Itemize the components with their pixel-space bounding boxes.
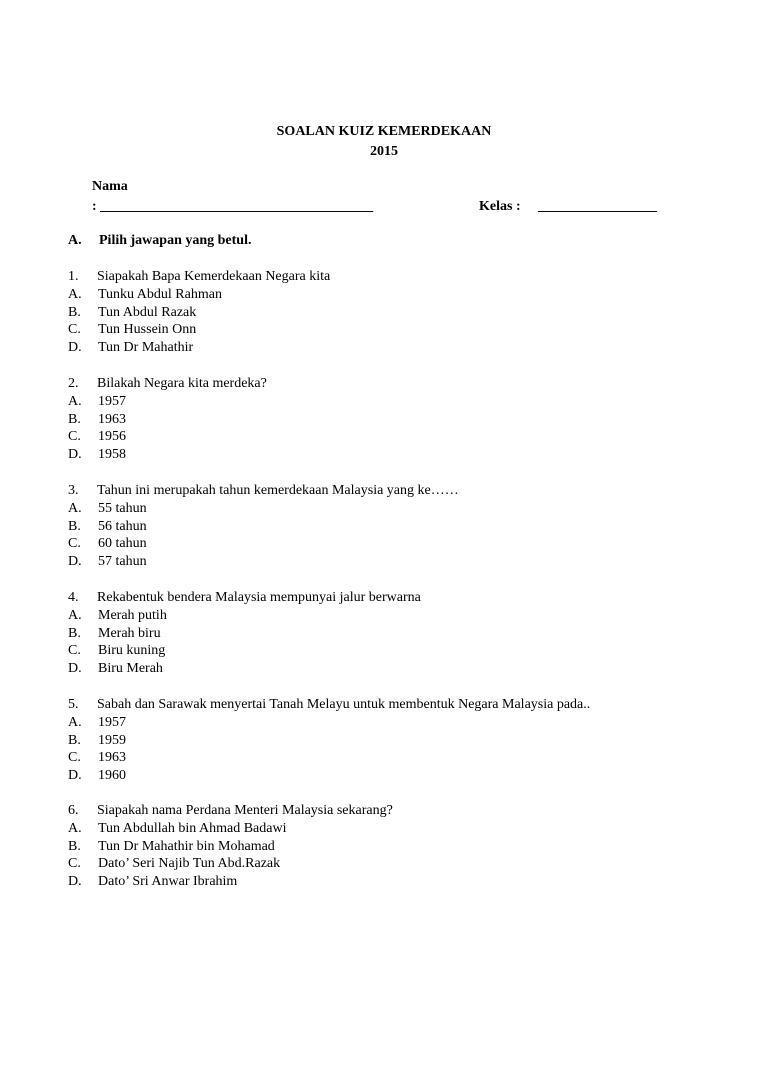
question-number: 6.: [68, 803, 79, 818]
option-letter: C.: [68, 643, 81, 659]
question-text: Siapakah Bapa Kemerdekaan Negara kita: [97, 269, 331, 284]
question-number: 1.: [68, 269, 79, 284]
page-title: SOALAN KUIZ KEMERDEKAAN: [276, 124, 492, 139]
question-number: 5.: [68, 697, 79, 712]
option-text: 56 tahun: [98, 518, 147, 534]
option-text: Biru Merah: [98, 661, 163, 677]
option-letter: D.: [68, 661, 82, 677]
option-letter: C.: [68, 429, 81, 445]
question-text: Siapakah nama Perdana Menteri Malaysia sekarang?: [97, 803, 393, 818]
kelas-line: _________________: [538, 199, 657, 214]
option-letter: B.: [68, 411, 81, 427]
option-text: 57 tahun: [98, 554, 147, 570]
question-text: Tahun ini merupakah tahun kemerdekaan Malaysia yang ke……: [97, 483, 459, 498]
option-letter: A.: [68, 393, 82, 409]
option-text: 55 tahun: [98, 500, 147, 516]
option-letter: B.: [68, 304, 81, 320]
option-text: Merah biru: [98, 625, 161, 641]
option-letter: D.: [68, 554, 82, 570]
option-text: Tun Abdul Razak: [98, 304, 197, 320]
question-text: Sabah dan Sarawak menyertai Tanah Melayu untuk membentuk Negara Malaysia pada..: [97, 697, 591, 712]
option-text: 1958: [98, 447, 126, 463]
option-text: Dato’ Seri Najib Tun Abd.Razak: [98, 856, 281, 872]
page-year: 2015: [370, 144, 398, 159]
option-letter: A.: [68, 714, 82, 730]
option-letter: B.: [68, 518, 81, 534]
option-text: 1957: [98, 393, 126, 409]
option-text: 1957: [98, 714, 126, 730]
option-text: 1956: [98, 429, 126, 445]
option-text: 60 tahun: [98, 536, 147, 552]
question-number: 3.: [68, 483, 79, 498]
section-instruction: Pilih jawapan yang betul.: [99, 233, 252, 248]
kelas-label: Kelas :: [479, 199, 521, 214]
question-text: Bilakah Negara kita merdeka?: [97, 376, 267, 391]
option-letter: B.: [68, 625, 81, 641]
question-number: 2.: [68, 376, 79, 391]
option-letter: D.: [68, 447, 82, 463]
option-text: Tun Dr Mahathir bin Mohamad: [98, 838, 275, 854]
option-letter: C.: [68, 856, 81, 872]
option-text: 1963: [98, 750, 126, 766]
section-letter: A.: [68, 233, 82, 248]
question-number: 4.: [68, 590, 79, 605]
option-text: Tun Abdullah bin Ahmad Badawi: [98, 820, 287, 836]
option-letter: D.: [68, 340, 82, 356]
option-letter: D.: [68, 874, 82, 890]
option-letter: C.: [68, 536, 81, 552]
option-text: Tunku Abdul Rahman: [98, 286, 222, 302]
option-text: 1959: [98, 732, 126, 748]
nama-line: : _______________________________________: [92, 199, 374, 214]
option-text: Biru kuning: [98, 643, 166, 659]
option-letter: C.: [68, 750, 81, 766]
option-letter: C.: [68, 322, 81, 338]
option-letter: A.: [68, 607, 82, 623]
option-text: Tun Hussein Onn: [98, 322, 197, 338]
option-letter: B.: [68, 732, 81, 748]
option-letter: A.: [68, 820, 82, 836]
option-text: Merah putih: [98, 607, 167, 623]
option-text: Dato’ Sri Anwar Ibrahim: [98, 874, 238, 890]
option-text: 1963: [98, 411, 126, 427]
option-letter: B.: [68, 838, 81, 854]
option-text: 1960: [98, 768, 126, 784]
option-letter: A.: [68, 286, 82, 302]
option-letter: A.: [68, 500, 82, 516]
option-text: Tun Dr Mahathir: [98, 340, 194, 356]
nama-label: Nama: [92, 179, 128, 194]
question-text: Rekabentuk bendera Malaysia mempunyai jalur berwarna: [97, 590, 421, 605]
option-letter: D.: [68, 768, 82, 784]
